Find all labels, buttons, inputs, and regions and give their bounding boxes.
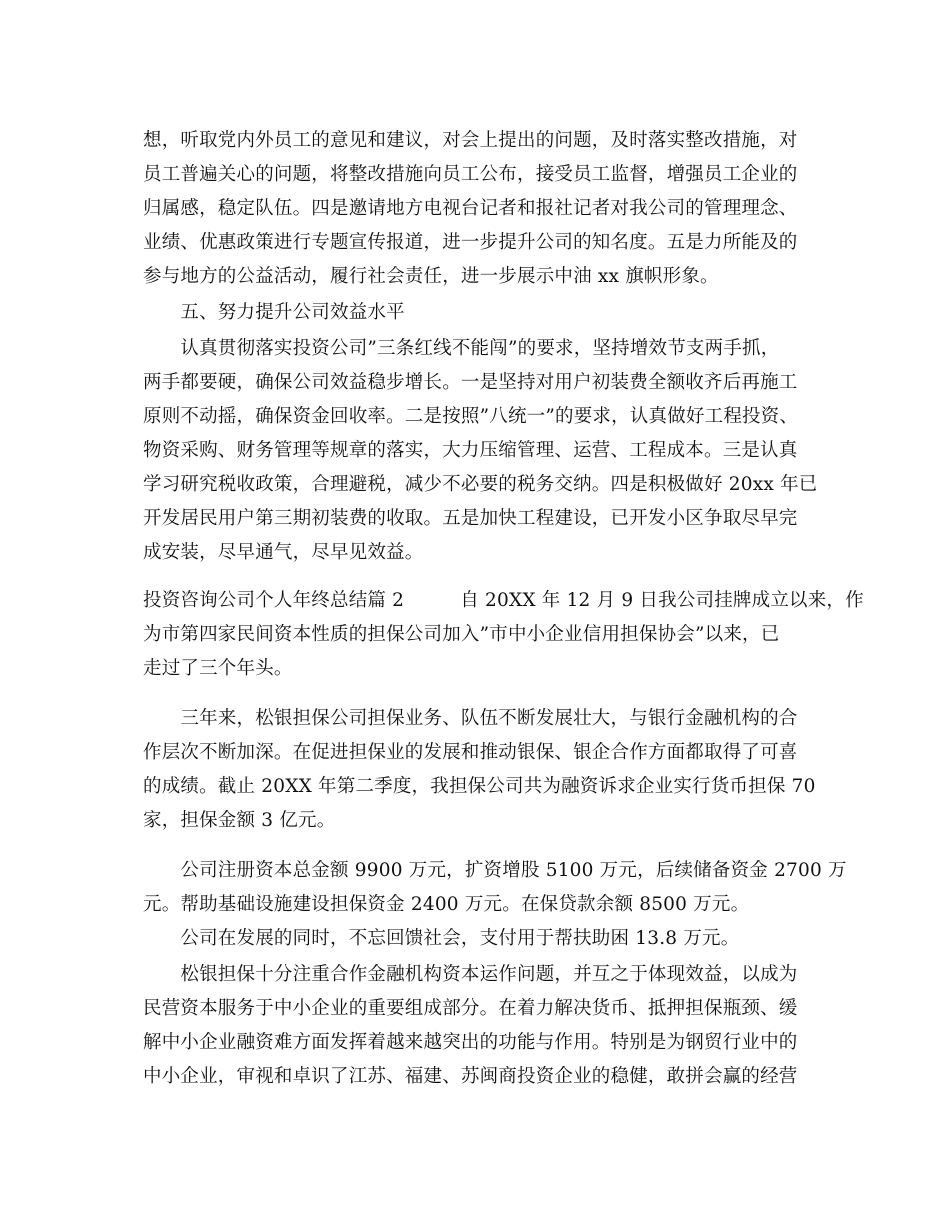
text-line: 作层次不断加深。在促进担保业的发展和推动银保、银企合作方面都取得了可喜 (143, 742, 798, 763)
text-line: 民营资本服务于中小企业的重要组成部分。在着力解决货币、抵押担保瓶颈、缓 (143, 998, 798, 1019)
text-line: 学习研究税收政策，合理避税，减少不必要的税务交纳。四是积极做好 20xx 年已 (143, 474, 818, 495)
text-line: 成安装，尽早通气，尽早见效益。 (143, 542, 424, 563)
text-line: 的成绩。截止 20XX 年第二季度，我担保公司共为融资诉求企业实行货币担保 70 (143, 776, 816, 797)
text-line: 两手都要硬，确保公司效益稳步增长。一是坚持对用户初装费全额收齐后再施工 (143, 372, 798, 393)
text-line: 松银担保十分注重合作金融机构资本运作问题，并互之于体现效益，以成为 (143, 964, 798, 985)
text-line: 开发居民用户第三期初装费的收取。五是加快工程建设，已开发小区争取尽早完 (143, 508, 798, 529)
text-line: 家，担保金额 3 亿元。 (143, 810, 336, 831)
text-line: 中小企业，审视和卓识了江苏、福建、苏闽商投资企业的稳健，敢拼会赢的经营 (143, 1066, 798, 1087)
text-line: 原则不动摇，确保资金回收率。二是按照”八统一”的要求，认真做好工程投资、 (143, 406, 799, 427)
text-line: 为市第四家民间资本性质的担保公司加入”市中小企业信用担保协会”以来，已 (143, 624, 780, 645)
text-line: 认真贯彻落实投资公司”三条红线不能闯”的要求，坚持增效节支两手抓， (143, 338, 780, 359)
text-line: 走过了三个年头。 (143, 658, 293, 679)
section-heading: 五、努力提升公司效益水平 (143, 302, 405, 323)
text-line: 解中小企业融资难方面发挥着越来越突出的功能与作用。特别是为钢贸行业中的 (143, 1032, 798, 1053)
text-line: 公司在发展的同时，不忘回馈社会，支付用于帮扶助困 13.8 万元。 (143, 928, 740, 949)
text-line: 想，听取党内外员工的意见和建议，对会上提出的问题，及时落实整改措施，对 (143, 130, 798, 151)
text-line: 参与地方的公益活动，履行社会责任，进一步展示中油 xx 旗帜形象。 (143, 266, 719, 287)
article-title-line: 投资咨询公司个人年终总结篇 2 自 20XX 年 12 月 9 日我公司挂牌成立以来，作 (143, 590, 864, 611)
text-line: 公司注册资本总金额 9900 万元，扩资增股 5100 万元，后续储备资金 2700 万 (143, 860, 847, 881)
text-line: 员工普遍关心的问题，将整改措施向员工公布，接受员工监督，增强员工企业的 (143, 164, 798, 185)
text-line: 物资采购、财务管理等规章的落实，大力压缩管理、运营、工程成本。三是认真 (143, 440, 798, 461)
text-line: 业绩、优惠政策进行专题宣传报道，进一步提升公司的知名度。五是力所能及的 (143, 232, 798, 253)
text-line: 元。帮助基础设施建设担保资金 2400 万元。在保贷款余额 8500 万元。 (143, 894, 750, 915)
text-line: 归属感，稳定队伍。四是邀请地方电视台记者和报社记者对我公司的管理理念、 (143, 198, 798, 219)
text-line: 三年来，松银担保公司担保业务、队伍不断发展壮大，与银行金融机构的合 (143, 708, 798, 729)
